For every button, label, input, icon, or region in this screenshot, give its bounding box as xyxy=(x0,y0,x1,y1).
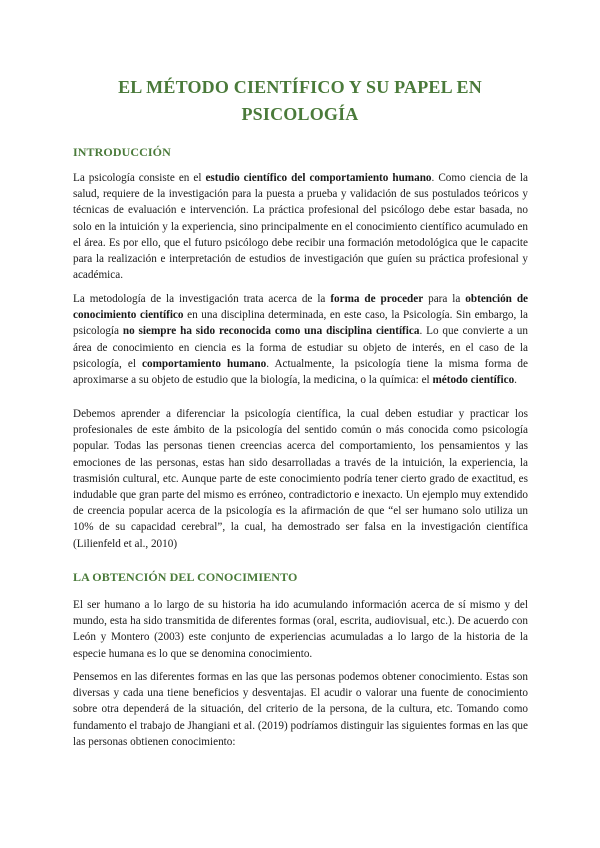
document-title: EL MÉTODO CIENTÍFICO Y SU PAPEL EN PSICOLOGÍA xyxy=(118,77,482,124)
bold-text-run: no siempre ha sido reconocida como una disciplina científica xyxy=(122,325,420,338)
bold-text-run: estudio científico del comportamiento humano xyxy=(205,172,432,184)
text-run: en una disciplina determinada, en este caso, la Psicología. Sin embargo, la psicología xyxy=(73,309,529,338)
paragraph-obtencion-2 xyxy=(73,669,528,750)
text-run: La psicología consiste en el xyxy=(73,172,206,184)
text-run: . Lo que convierte a un área de conocimiento en ciencia es la forma de estudiar su objeto de interés, en el caso de la psicología, el xyxy=(73,325,528,370)
paragraph-intro-3 xyxy=(73,406,528,552)
bold-text-run: forma de proceder xyxy=(330,293,424,305)
bold-text-run: método científico xyxy=(432,374,515,387)
text-run: . Actualmente, la psicología tiene la misma forma de aproximarse a su objeto de estudio que la biología, la medicina, o la química: el xyxy=(73,357,528,387)
text-run: La metodología de la investigación trata acerca de la xyxy=(73,293,331,305)
text-run: Pensemos en las diferentes formas en las que las personas podemos obtener conocimiento. Estas son diversas y cada una tiene beneficios y desventajas. El acudir o valorar una fuente de conocimiento sobre otra dependerá de la situación, del criterio de la persona, de la cultura, etc. Tomando como fundamento el trabajo de Jhangiani et al. (2019) podríamos distinguir las siguientes formas en las que las personas obtienen conocimiento: xyxy=(73,671,528,748)
text-run: . xyxy=(514,374,517,387)
paragraph-intro-1 xyxy=(73,170,528,283)
paragraph-intro-2 xyxy=(73,291,528,388)
text-run: . Como ciencia de la salud, requiere de la investigación para la puesta a prueba y validación de sus postulados teóricos y técnicas de evaluación e intervención. La práctica profesional del psicólogo debe estar basada, no solo en la intuición y la experiencia, sino principalmente en el conocimiento científico acumulado en el área. Es por ello, que el futuro psicólogo debe recibir una formación metodológica que le capacite para la realización e interpretación de estudios de investigación que guíen su práctica profesional y académica. xyxy=(73,172,528,282)
section-heading-obtencion: LA OBTENCIÓN DEL CONOCIMIENTO xyxy=(73,570,298,584)
text-run: El ser humano a lo largo de su historia ha ido acumulando información acerca de sí mismo y del mundo, esta ha sido transmitida de diferentes formas (oral, escrita, audiovisual, etc.). De acuerdo con León y Montero (2003) este conjunto de experiencias acumuladas a lo largo de la historia de la especie humana es lo que se denomina conocimiento. xyxy=(73,599,528,660)
paragraph-obtencion-1 xyxy=(73,597,528,662)
bold-text-run: comportamiento humano xyxy=(142,357,267,370)
bold-text-run: obtención de conocimiento científico xyxy=(73,293,529,322)
text-run: Debemos aprender a diferenciar la psicología científica, la cual deben estudiar y practicar los profesionales de este ámbito de la psicología del sentido común o más conocida como psicología popular. Todas las personas tienen creencias acerca del comportamiento, los pensamientos y las emociones de las personas, estas han sido desarrolladas a través de la intuición, la experiencia, la trasmisión cultural, etc. Aunque parte de este conocimiento podría tener cierto grado de exactitud, es indudable que gran parte del mismo es erróneo, contradictorio e inexacto. Un ejemplo muy extendido de creencia popular acerca de la psicología es la afirmación de que “el ser humano solo utiliza un 10% de su capacidad cerebral”, la cual, ha demostrado ser falsa en la investigación científica (Lilienfeld et al., 2010) xyxy=(73,408,528,550)
text-run: para la xyxy=(423,293,466,305)
section-heading-introduccion: INTRODUCCIÓN xyxy=(73,145,171,159)
